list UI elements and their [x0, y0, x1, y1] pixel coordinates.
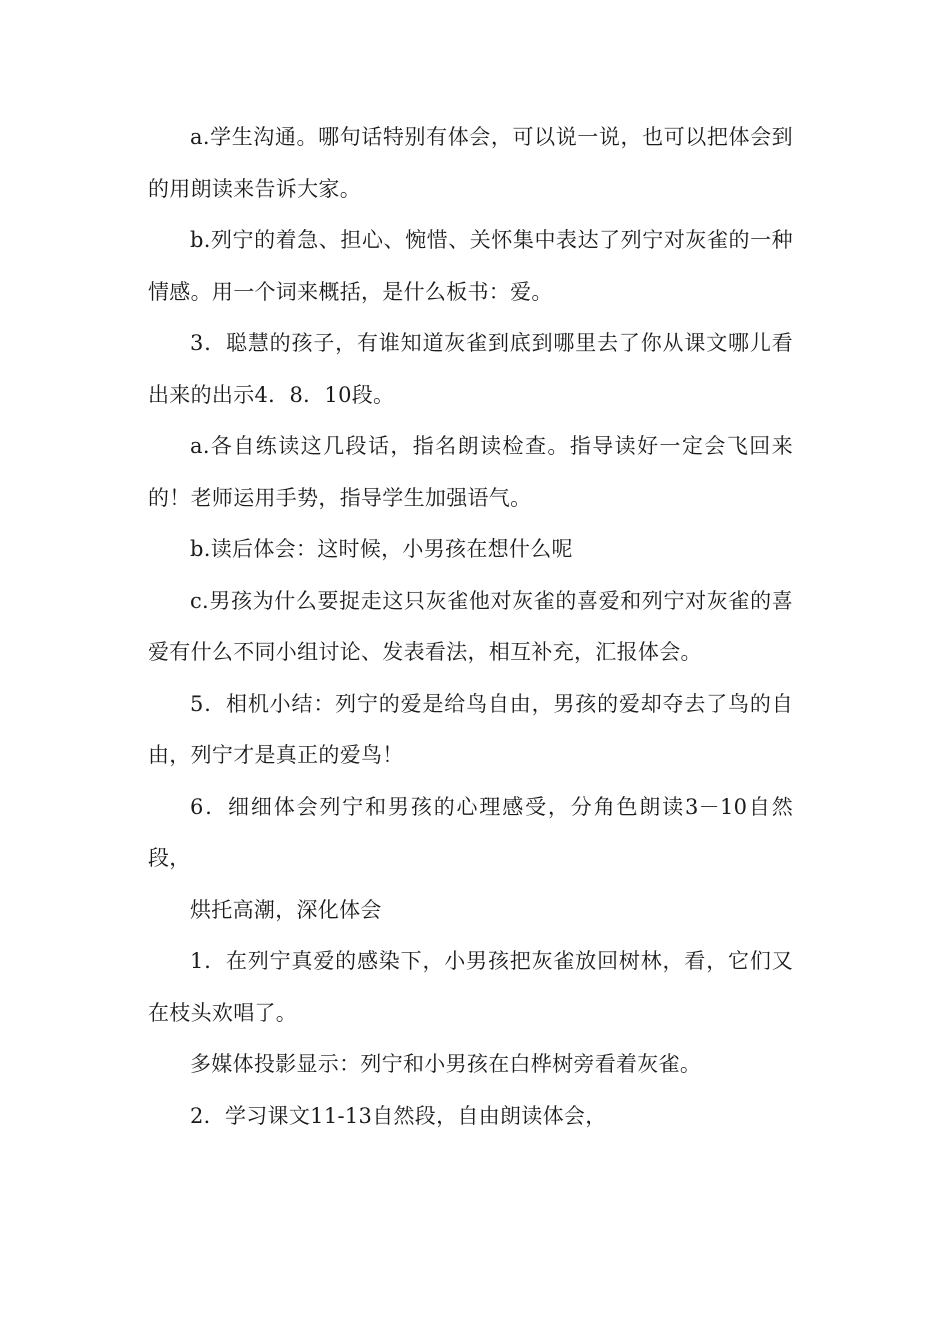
- paragraph: 2．学习课文11-13自然段，自由朗读体会，: [190, 1103, 607, 1128]
- paragraph: b.列宁的着急、担心、惋惜、关怀集中表达了列宁对灰雀的一种情感。用一个词来概括，是什么板书：爱。: [148, 228, 793, 304]
- document-body: [148, 112, 793, 1142]
- paragraph: b.读后体会：这时候，小男孩在想什么呢: [190, 537, 573, 561]
- paragraph: 多媒体投影显示：列宁和小男孩在白桦树旁看着灰雀。: [190, 1052, 702, 1076]
- paragraph: 3．聪慧的孩子，有谁知道灰雀到底到哪里去了你从课文哪儿看出来的出示4．8．10段。: [148, 331, 793, 407]
- paragraph: a.各自练读这几段话，指名朗读检查。指导读好一定会飞回来的！老师运用手势，指导学生加强语气。: [148, 434, 793, 510]
- paragraph: 1．在列宁真爱的感染下，小男孩把灰雀放回树林，看，它们又在枝头欢唱了。: [148, 949, 793, 1025]
- paragraph: a.学生沟通。哪句话特别有体会，可以说一说，也可以把体会到的用朗读来告诉大家。: [148, 125, 793, 201]
- paragraph: c.男孩为什么要捉走这只灰雀他对灰雀的喜爱和列宁对灰雀的喜爱有什么不同小组讨论、发表看法，相互补充，汇报体会。: [148, 588, 793, 664]
- paragraph: 6．细细体会列宁和男孩的心理感受，分角色朗读3－10自然段，: [148, 794, 793, 870]
- section-heading: 烘托高潮，深化体会: [190, 897, 382, 922]
- paragraph: 5．相机小结：列宁的爱是给鸟自由，男孩的爱却夺去了鸟的自由，列宁才是真正的爱鸟！: [148, 691, 793, 767]
